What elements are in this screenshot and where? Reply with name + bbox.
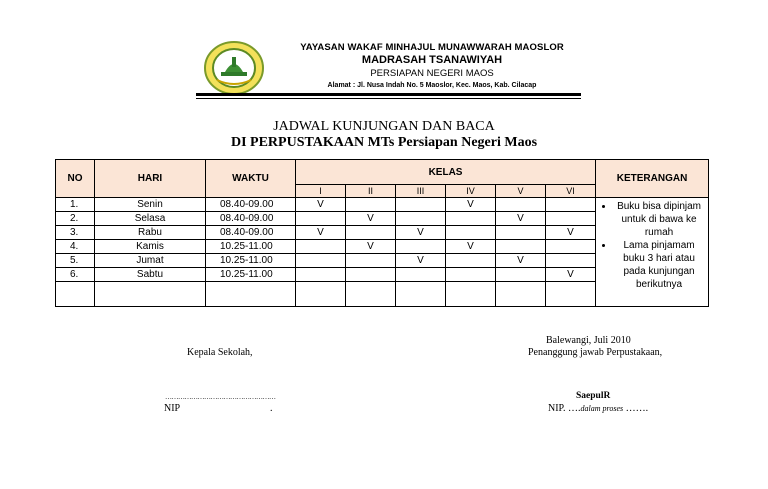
row-mark: V bbox=[296, 226, 346, 240]
row-mark: V bbox=[546, 226, 596, 240]
row-mark: V bbox=[296, 198, 346, 212]
row-mark bbox=[446, 226, 496, 240]
row-mark bbox=[496, 198, 546, 212]
row-no: 2. bbox=[56, 212, 95, 226]
row-mark bbox=[296, 212, 346, 226]
school-address: Alamat : Jl. Nusa Indah No. 5 Maoslor, Kec. Maos, Kab. Cilacap bbox=[327, 82, 537, 89]
row-mark bbox=[396, 268, 446, 282]
row-no: 6. bbox=[56, 268, 95, 282]
kelas-label: II bbox=[346, 185, 396, 198]
right-nip-end: ……. bbox=[623, 403, 649, 414]
row-mark: V bbox=[496, 212, 546, 226]
row-mark bbox=[496, 240, 546, 254]
left-nip-label: NIP bbox=[164, 403, 181, 414]
row-waktu: 08.40-09.00 bbox=[206, 212, 296, 226]
empty-cell bbox=[446, 282, 496, 307]
row-mark bbox=[346, 198, 396, 212]
row-mark bbox=[546, 240, 596, 254]
row-mark bbox=[346, 226, 396, 240]
row-mark bbox=[346, 268, 396, 282]
header-no: NO bbox=[56, 160, 95, 198]
row-waktu: 10.25-11.00 bbox=[206, 254, 296, 268]
right-signer-title: Penanggung jawab Perpustakaan, bbox=[528, 347, 663, 358]
row-hari: Kamis bbox=[95, 240, 206, 254]
row-mark bbox=[546, 198, 596, 212]
document-subtitle: DI PERPUSTAKAAN MTs Persiapan Negeri Maos bbox=[230, 135, 538, 150]
row-mark bbox=[496, 226, 546, 240]
keterangan-item: • Lama pinjamam buku 3 hari atau pada kunjungan berikutnya bbox=[614, 239, 704, 291]
empty-cell bbox=[346, 282, 396, 307]
row-waktu: 08.40-09.00 bbox=[206, 198, 296, 212]
empty-cell bbox=[496, 282, 546, 307]
keterangan-cell bbox=[596, 198, 709, 307]
header-keterangan: KETERANGAN bbox=[596, 160, 709, 198]
row-mark bbox=[446, 268, 496, 282]
row-mark: V bbox=[496, 254, 546, 268]
schedule-table bbox=[55, 159, 709, 307]
row-mark bbox=[446, 212, 496, 226]
row-hari: Selasa bbox=[95, 212, 206, 226]
place-date: Balewangi, Juli 2010 bbox=[546, 335, 631, 346]
row-mark bbox=[546, 254, 596, 268]
kelas-label: III bbox=[396, 185, 446, 198]
row-mark: V bbox=[346, 212, 396, 226]
row-hari: Jumat bbox=[95, 254, 206, 268]
letterhead-rule-thin bbox=[196, 98, 581, 99]
header-waktu: WAKTU bbox=[206, 160, 296, 198]
empty-cell bbox=[206, 282, 296, 307]
row-hari: Rabu bbox=[95, 226, 206, 240]
foundation-name: YAYASAN WAKAF MINHAJUL MUNAWWARAH MAOSLOR bbox=[300, 42, 564, 53]
row-mark: V bbox=[546, 268, 596, 282]
school-logo bbox=[203, 40, 265, 96]
row-mark: V bbox=[396, 226, 446, 240]
empty-cell bbox=[95, 282, 206, 307]
right-nip-note: dalam proses bbox=[580, 404, 624, 413]
empty-cell bbox=[56, 282, 95, 307]
empty-cell bbox=[296, 282, 346, 307]
row-waktu: 08.40-09.00 bbox=[206, 226, 296, 240]
row-no: 3. bbox=[56, 226, 95, 240]
row-hari: Sabtu bbox=[95, 268, 206, 282]
row-no: 1. bbox=[56, 198, 95, 212]
row-mark: V bbox=[446, 240, 496, 254]
row-waktu: 10.25-11.00 bbox=[206, 268, 296, 282]
header-kelas: KELAS bbox=[296, 160, 596, 185]
row-no: 5. bbox=[56, 254, 95, 268]
kelas-label: I bbox=[296, 185, 346, 198]
right-signer-name: SaepulR bbox=[576, 391, 611, 401]
row-mark bbox=[396, 212, 446, 226]
right-nip-label: NIP. …. bbox=[548, 403, 581, 414]
row-mark: V bbox=[346, 240, 396, 254]
row-mark bbox=[296, 268, 346, 282]
row-waktu: 10.25-11.00 bbox=[206, 240, 296, 254]
right-nip bbox=[548, 403, 648, 414]
row-mark bbox=[296, 254, 346, 268]
row-mark bbox=[546, 212, 596, 226]
row-mark bbox=[296, 240, 346, 254]
kelas-label: V bbox=[496, 185, 546, 198]
row-mark bbox=[396, 198, 446, 212]
left-signer-title: Kepala Sekolah, bbox=[187, 347, 253, 358]
kelas-label: IV bbox=[446, 185, 496, 198]
row-mark: V bbox=[396, 254, 446, 268]
row-mark bbox=[346, 254, 396, 268]
keterangan-item: • Buku bisa dipinjam untuk di bawa ke rumah bbox=[614, 200, 704, 239]
header-hari: HARI bbox=[95, 160, 206, 198]
letterhead-rule bbox=[196, 93, 581, 96]
left-nip-end: . bbox=[270, 403, 273, 414]
left-signature-line: …………………………………………… bbox=[165, 393, 276, 401]
row-no: 4. bbox=[56, 240, 95, 254]
school-name: MADRASAH TSANAWIYAH bbox=[361, 54, 503, 66]
kelas-label: VI bbox=[546, 185, 596, 198]
school-subtitle: PERSIAPAN NEGERI MAOS bbox=[370, 68, 494, 79]
row-mark bbox=[396, 240, 446, 254]
table-row bbox=[56, 198, 709, 212]
row-mark: V bbox=[446, 198, 496, 212]
document-title: JADWAL KUNJUNGAN DAN BACA bbox=[273, 119, 495, 134]
empty-cell bbox=[546, 282, 596, 307]
row-mark bbox=[446, 254, 496, 268]
empty-cell bbox=[396, 282, 446, 307]
row-mark bbox=[496, 268, 546, 282]
row-hari: Senin bbox=[95, 198, 206, 212]
